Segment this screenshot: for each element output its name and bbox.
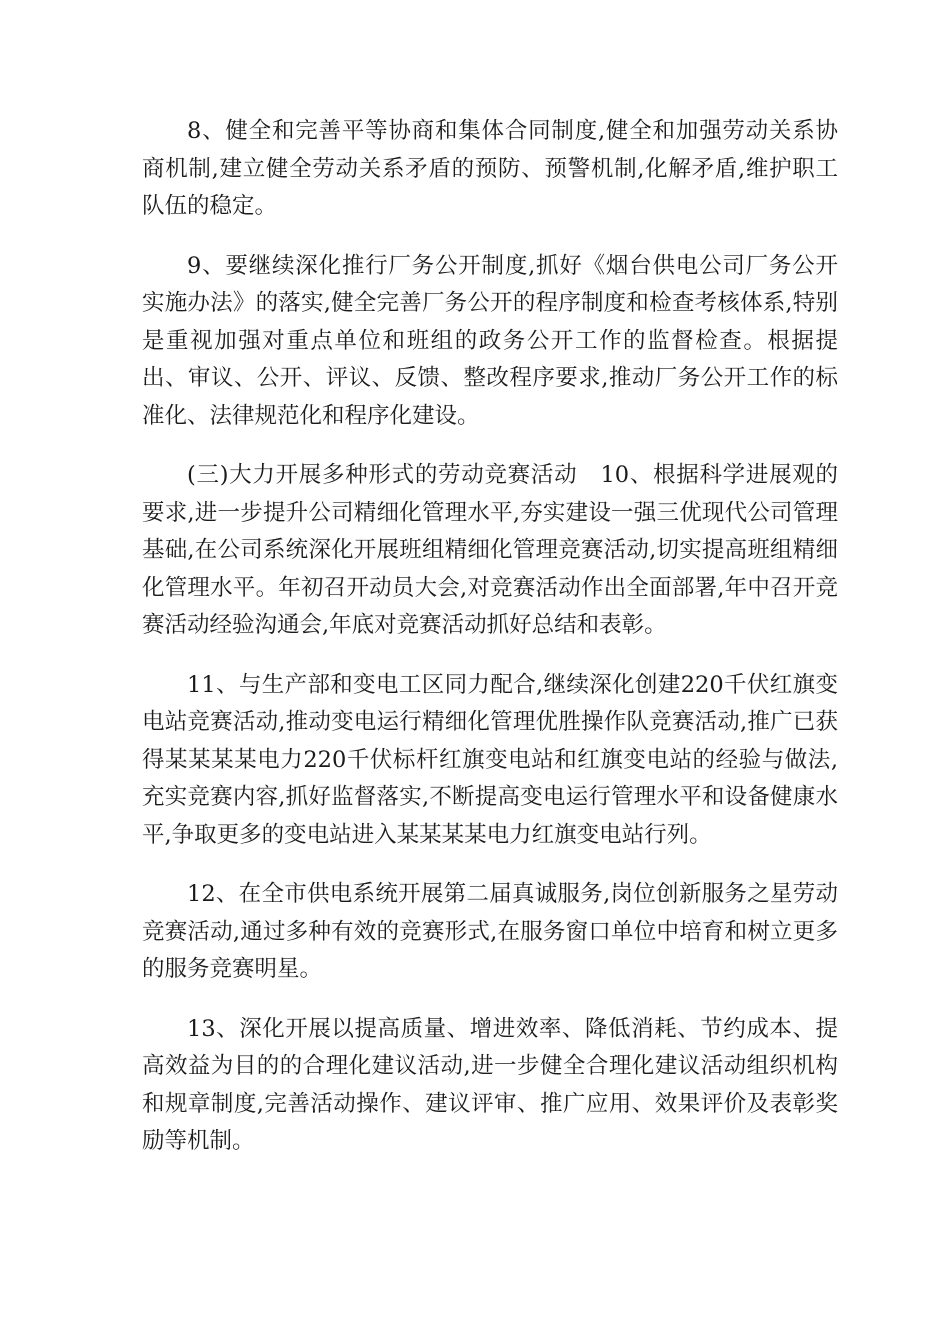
- paragraph-section-3-item-10: (三)大力开展多种形式的劳动竞赛活动 10、根据科学进展观的要求,进一步提升公司精细化管理水平,夯实建设一强三优现代公司管理基础,在公司系统深化开展班组精细化管理竞赛活动,切实提高班组精细化管理水平。年初召开动员大会,对竞赛活动作出全面部署,年中召开竞赛活动经验沟通会,年底对竞赛活动抓好总结和表彰。: [142, 462, 838, 638]
- paragraph-item-8: 8、健全和完善平等协商和集体合同制度,健全和加强劳动关系协商机制,建立健全劳动关系矛盾的预防、预警机制,化解矛盾,维护职工队伍的稳定。: [142, 118, 838, 219]
- paragraph-item-9: 9、要继续深化推行厂务公开制度,抓好《烟台供电公司厂务公开实施办法》的落实,健全完善厂务公开的程序制度和检查考核体系,特别是重视加强对重点单位和班组的政务公开工作的监督检查。根据提出、审议、公开、评议、反馈、整改程序要求,推动厂务公开工作的标准化、法律规范化和程序化建设。: [142, 252, 838, 429]
- paragraph-item-11: 11、与生产部和变电工区同力配合,继续深化创建220千伏红旗变电站竞赛活动,推动变电运行精细化管理优胜操作队竞赛活动,推广已获得某某某某电力220千伏标杆红旗变电站和红旗变电站的经验与做法,充实竞赛内容,抓好监督落实,不断提高变电运行管理水平和设备健康水平,争取更多的变电站进入某某某某电力红旗变电站行列。: [142, 671, 838, 848]
- paragraph-item-12: 12、在全市供电系统开展第二届真诚服务,岗位创新服务之星劳动竞赛活动,通过多种有效的竞赛形式,在服务窗口单位中培育和树立更多的服务竞赛明星。: [142, 881, 838, 982]
- paragraph-item-13: 13、深化开展以提高质量、增进效率、降低消耗、节约成本、提高效益为目的的合理化建议活动,进一步健全合理化建议活动组织机构和规章制度,完善活动操作、建议评审、推广应用、效果评价及表彰奖励等机制。: [142, 1015, 838, 1154]
- document-body: [142, 113, 838, 1183]
